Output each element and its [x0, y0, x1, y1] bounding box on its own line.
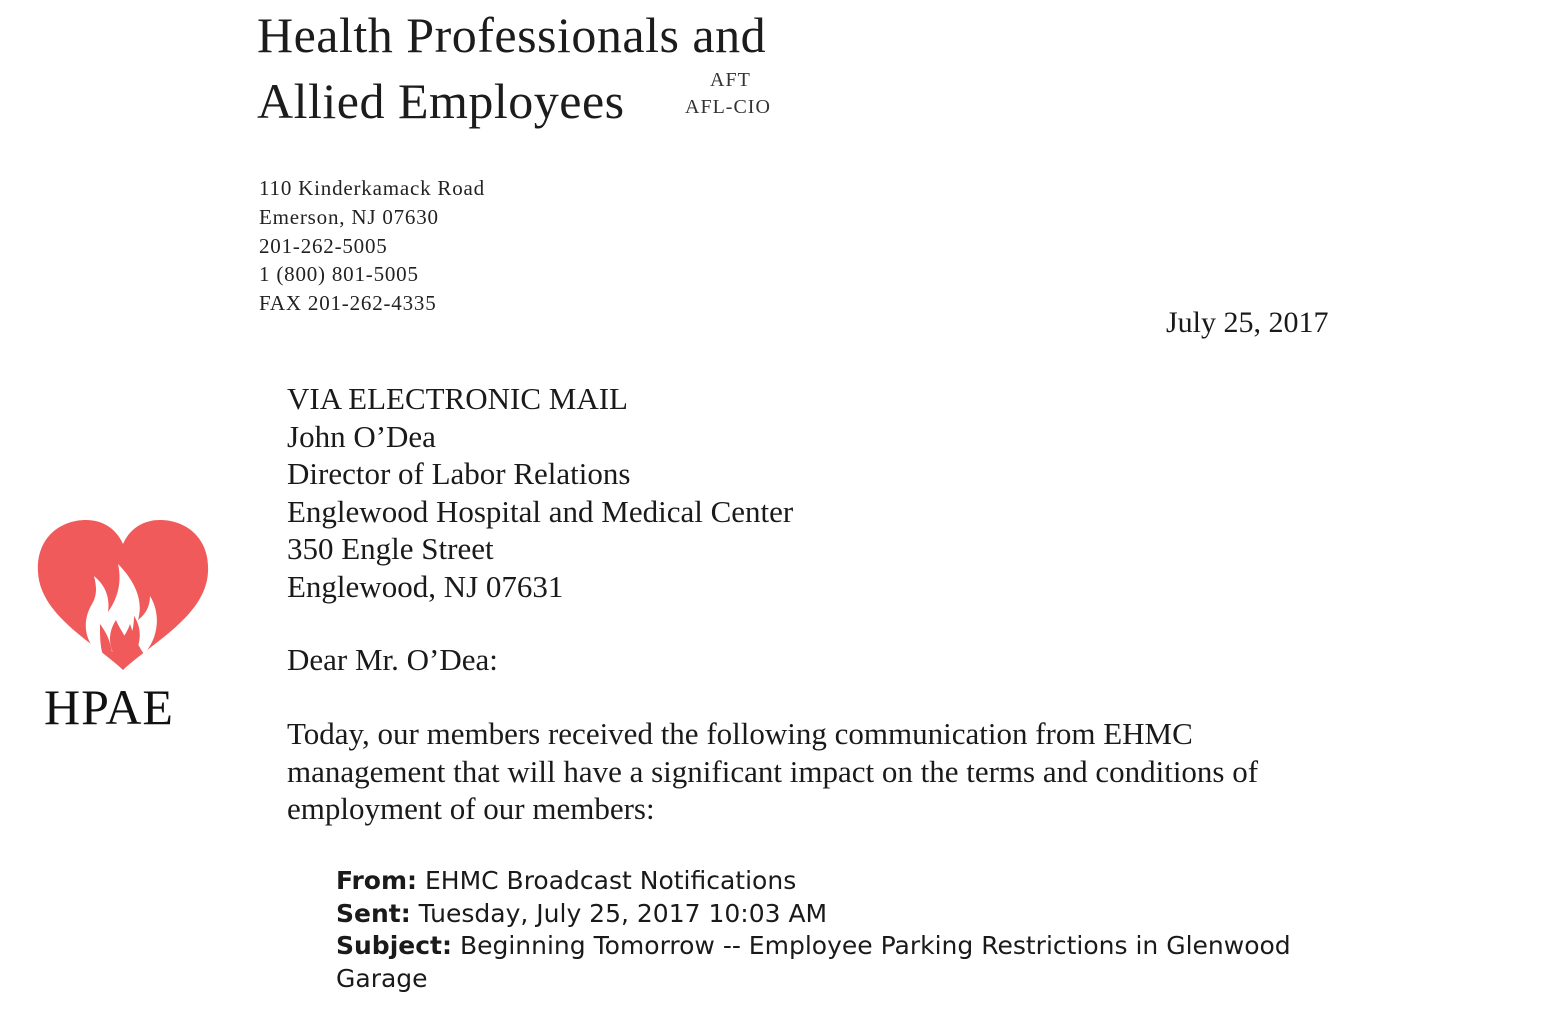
email-sent-value: Tuesday, July 25, 2017 10:03 AM	[418, 898, 828, 928]
email-subject-label: Subject:	[336, 931, 452, 960]
affiliation-aft: AFT	[710, 69, 751, 91]
address-phone: 201-262-5005	[259, 233, 388, 258]
org-name-line2: Allied Employees	[257, 73, 625, 129]
affiliation-aflcio: AFL-CIO	[685, 96, 771, 118]
body-line-1: Today, our members received the following communication from EHMC	[287, 716, 1193, 751]
delivery-method: VIA ELECTRONIC MAIL	[287, 381, 628, 416]
hpae-logo	[34, 520, 212, 680]
recipient-city: Englewood, NJ 07631	[287, 568, 564, 604]
sender-address	[259, 174, 485, 318]
recipient-block	[287, 380, 793, 605]
email-from-row	[336, 865, 1291, 898]
email-sent-label: Sent:	[336, 898, 411, 928]
address-fax: FAX 201-262-4335	[259, 291, 437, 316]
recipient-title: Director of Labor Relations	[287, 456, 631, 491]
email-from-label: From:	[336, 866, 418, 895]
body-line-3: employment of our members:	[287, 791, 655, 826]
body-paragraph	[287, 715, 1258, 828]
salutation: Dear Mr. O’Dea:	[287, 642, 498, 677]
heart-flame-icon	[34, 520, 212, 680]
recipient-street: 350 Engle Street	[287, 531, 494, 566]
body-line-2: management that will have a significant impact on the terms and conditions of	[287, 753, 1259, 789]
org-name-line1: Health Professionals and	[257, 7, 767, 63]
email-sent-row	[336, 898, 1291, 931]
email-subject-value: Beginning Tomorrow -- Employee Parking Restrictions in Glenwood	[459, 931, 1291, 960]
address-city: Emerson, NJ 07630	[259, 204, 439, 229]
email-subject-continuation: Garage	[336, 963, 428, 993]
email-from-value: EHMC Broadcast Notifications	[424, 866, 797, 895]
address-tollfree: 1 (800) 801-5005	[259, 262, 419, 287]
email-subject-row	[336, 930, 1291, 963]
letter-date: July 25, 2017	[1166, 306, 1329, 339]
recipient-name: John O’Dea	[287, 418, 436, 454]
address-street: 110 Kinderkamack Road	[259, 176, 485, 200]
recipient-organization: Englewood Hospital and Medical Center	[287, 493, 794, 529]
logo-text: HPAE	[44, 679, 174, 735]
email-header	[336, 865, 1291, 995]
